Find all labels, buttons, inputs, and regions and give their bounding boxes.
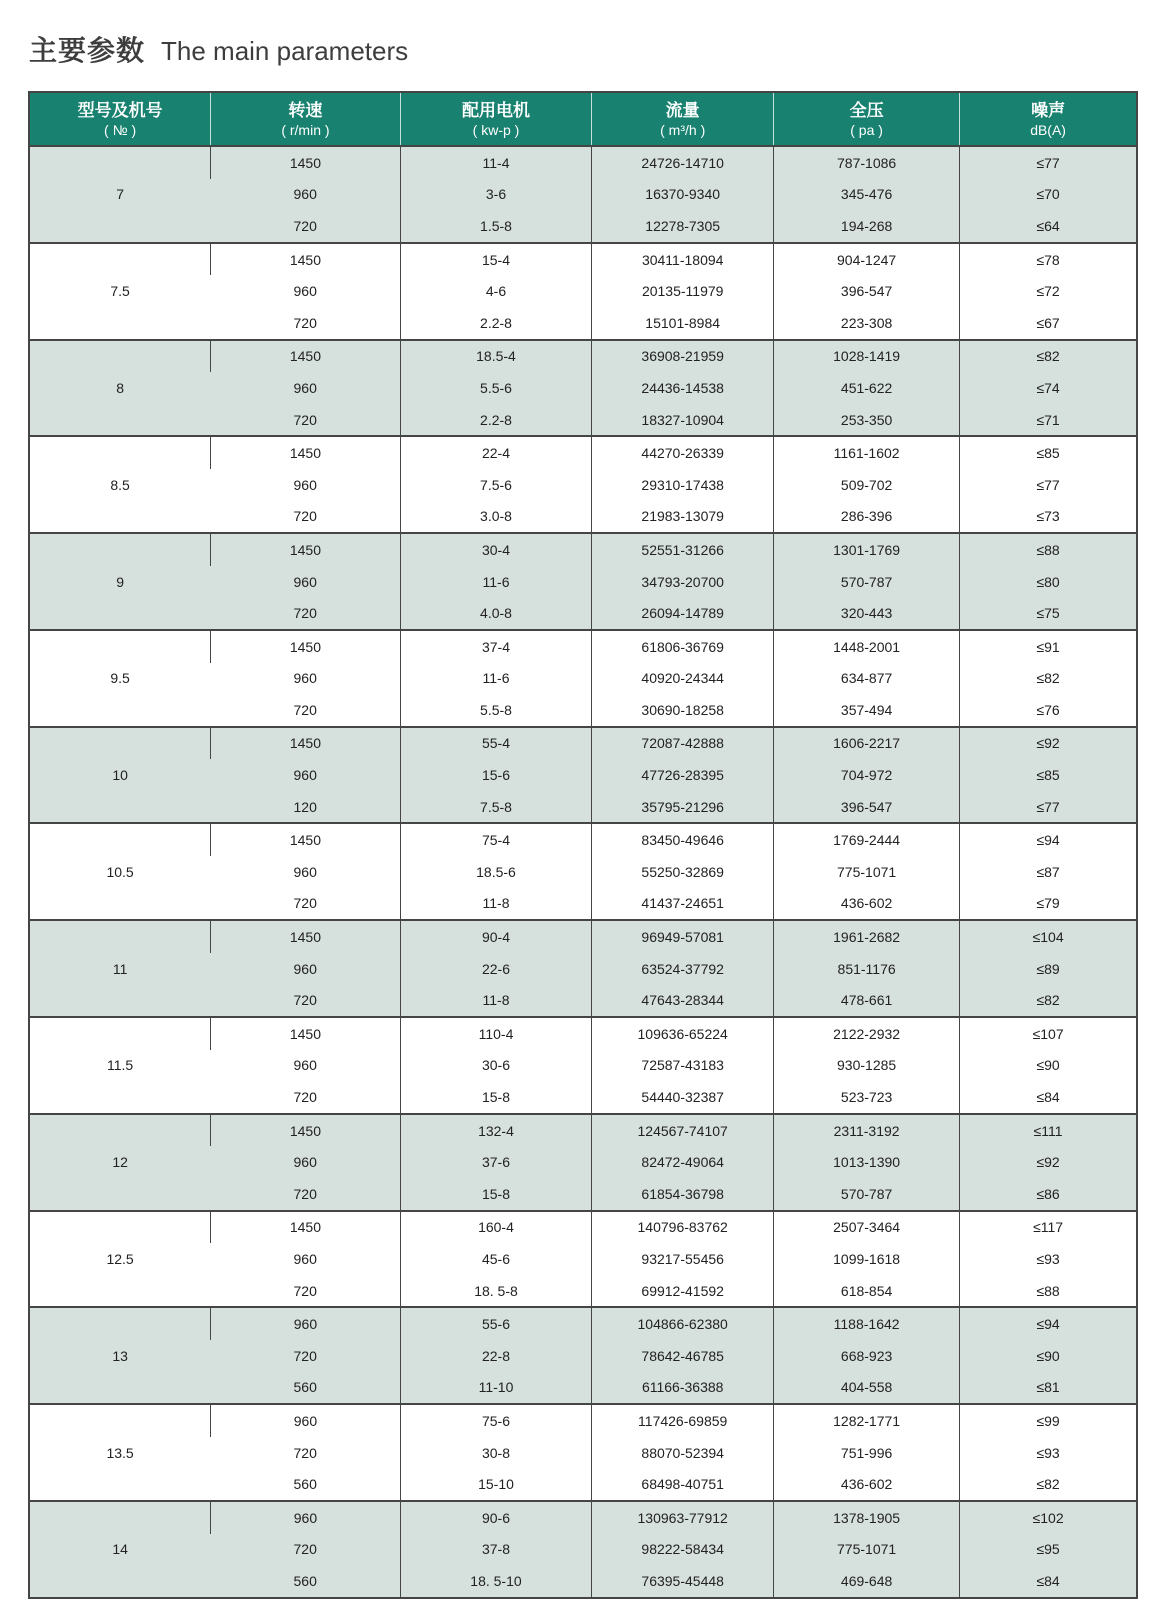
speed-cell: 720 (211, 1437, 400, 1469)
flow-cell: 12278-7305 (592, 210, 774, 243)
motor-cell: 18. 5-8 (400, 1275, 592, 1308)
noise-cell: ≤107 (960, 1017, 1137, 1050)
model-cell: 12.5 (29, 1211, 211, 1308)
speed-cell: 720 (211, 501, 400, 534)
motor-cell: 7.5-8 (400, 791, 592, 824)
pressure-cell: 1282-1771 (774, 1404, 960, 1437)
motor-cell: 4-6 (400, 275, 592, 307)
speed-cell: 960 (211, 469, 400, 501)
flow-cell: 109636-65224 (592, 1017, 774, 1050)
pressure-cell: 787-1086 (774, 146, 960, 179)
motor-cell: 15-10 (400, 1468, 592, 1501)
motor-cell: 75-6 (400, 1404, 592, 1437)
pressure-cell: 570-787 (774, 1178, 960, 1211)
motor-cell: 30-4 (400, 533, 592, 566)
table-body (29, 146, 1137, 1598)
noise-cell: ≤77 (960, 469, 1137, 501)
noise-cell: ≤90 (960, 1050, 1137, 1082)
pressure-cell: 396-547 (774, 791, 960, 824)
noise-cell: ≤85 (960, 436, 1137, 469)
motor-cell: 132-4 (400, 1114, 592, 1147)
noise-cell: ≤80 (960, 566, 1137, 598)
pressure-cell: 478-661 (774, 984, 960, 1017)
flow-cell: 78642-46785 (592, 1340, 774, 1372)
motor-cell: 11-8 (400, 888, 592, 921)
flow-cell: 140796-83762 (592, 1211, 774, 1244)
table-row (29, 146, 1137, 179)
table-header (29, 92, 1137, 146)
noise-cell: ≤82 (960, 340, 1137, 373)
flow-cell: 68498-40751 (592, 1468, 774, 1501)
noise-cell: ≤84 (960, 1565, 1137, 1598)
flow-cell: 15101-8984 (592, 307, 774, 340)
motor-cell: 15-4 (400, 243, 592, 276)
flow-cell: 72087-42888 (592, 727, 774, 760)
motor-cell: 45-6 (400, 1243, 592, 1275)
header-pressure-label: 全压 (849, 100, 884, 120)
pressure-cell: 618-854 (774, 1275, 960, 1308)
pressure-cell: 253-350 (774, 404, 960, 437)
speed-cell: 720 (211, 404, 400, 437)
flow-cell: 61166-36388 (592, 1372, 774, 1405)
flow-cell: 30411-18094 (592, 243, 774, 276)
pressure-cell: 286-396 (774, 501, 960, 534)
speed-cell: 1450 (211, 340, 400, 373)
motor-cell: 15-6 (400, 759, 592, 791)
motor-cell: 160-4 (400, 1211, 592, 1244)
flow-cell: 130963-77912 (592, 1501, 774, 1534)
speed-cell: 720 (211, 210, 400, 243)
motor-cell: 11-6 (400, 566, 592, 598)
pressure-cell: 436-602 (774, 1468, 960, 1501)
speed-cell: 960 (211, 1404, 400, 1437)
noise-cell: ≤64 (960, 210, 1137, 243)
model-cell: 13.5 (29, 1404, 211, 1501)
noise-cell: ≤95 (960, 1534, 1137, 1566)
pressure-cell: 704-972 (774, 759, 960, 791)
model-cell: 12 (29, 1114, 211, 1211)
pressure-cell: 2507-3464 (774, 1211, 960, 1244)
motor-cell: 110-4 (400, 1017, 592, 1050)
noise-cell: ≤78 (960, 243, 1137, 276)
model-cell: 11 (29, 920, 211, 1017)
flow-cell: 83450-49646 (592, 823, 774, 856)
pressure-cell: 357-494 (774, 694, 960, 727)
motor-cell: 5.5-6 (400, 372, 592, 404)
noise-cell: ≤92 (960, 1146, 1137, 1178)
noise-cell: ≤73 (960, 501, 1137, 534)
noise-cell: ≤99 (960, 1404, 1137, 1437)
pressure-cell: 469-648 (774, 1565, 960, 1598)
noise-cell: ≤111 (960, 1114, 1137, 1147)
motor-cell: 3.0-8 (400, 501, 592, 534)
motor-cell: 55-6 (400, 1307, 592, 1340)
header-motor (400, 92, 592, 146)
speed-cell: 1450 (211, 1211, 400, 1244)
noise-cell: ≤77 (960, 146, 1137, 179)
speed-cell: 960 (211, 1146, 400, 1178)
speed-cell: 1450 (211, 727, 400, 760)
speed-cell: 1450 (211, 630, 400, 663)
motor-cell: 4.0-8 (400, 597, 592, 630)
speed-cell: 720 (211, 307, 400, 340)
pressure-cell: 509-702 (774, 469, 960, 501)
motor-cell: 15-8 (400, 1178, 592, 1211)
motor-cell: 18. 5-10 (400, 1565, 592, 1598)
flow-cell: 36908-21959 (592, 340, 774, 373)
table-row (29, 630, 1137, 663)
noise-cell: ≤94 (960, 1307, 1137, 1340)
pressure-cell: 194-268 (774, 210, 960, 243)
flow-cell: 76395-45448 (592, 1565, 774, 1598)
speed-cell: 960 (211, 1307, 400, 1340)
model-cell: 7.5 (29, 243, 211, 340)
motor-cell: 11-4 (400, 146, 592, 179)
noise-cell: ≤75 (960, 597, 1137, 630)
speed-cell: 720 (211, 1534, 400, 1566)
noise-cell: ≤94 (960, 823, 1137, 856)
noise-cell: ≤70 (960, 179, 1137, 211)
noise-cell: ≤81 (960, 1372, 1137, 1405)
speed-cell: 1450 (211, 823, 400, 856)
motor-cell: 22-4 (400, 436, 592, 469)
pressure-cell: 345-476 (774, 179, 960, 211)
flow-cell: 124567-74107 (592, 1114, 774, 1147)
noise-cell: ≤90 (960, 1340, 1137, 1372)
header-pressure-unit: ( pa ) (850, 121, 883, 138)
pressure-cell: 1301-1769 (774, 533, 960, 566)
speed-cell: 960 (211, 1243, 400, 1275)
motor-cell: 11-8 (400, 984, 592, 1017)
model-cell: 11.5 (29, 1017, 211, 1114)
speed-cell: 1450 (211, 1017, 400, 1050)
flow-cell: 104866-62380 (592, 1307, 774, 1340)
page-title-zh: 主要参数 (29, 35, 146, 66)
flow-cell: 117426-69859 (592, 1404, 774, 1437)
model-cell: 7 (29, 146, 211, 243)
header-speed-unit: ( r/min ) (281, 121, 330, 138)
speed-cell: 720 (211, 984, 400, 1017)
pressure-cell: 775-1071 (774, 1534, 960, 1566)
motor-cell: 11-10 (400, 1372, 592, 1405)
speed-cell: 960 (211, 1501, 400, 1534)
header-noise-unit: dB(A) (1030, 121, 1066, 138)
model-cell: 10 (29, 727, 211, 824)
flow-cell: 47643-28344 (592, 984, 774, 1017)
pressure-cell: 396-547 (774, 275, 960, 307)
pressure-cell: 2311-3192 (774, 1114, 960, 1147)
motor-cell: 15-8 (400, 1081, 592, 1114)
noise-cell: ≤72 (960, 275, 1137, 307)
motor-cell: 2.2-8 (400, 404, 592, 437)
flow-cell: 52551-31266 (592, 533, 774, 566)
header-motor-unit: ( kw-p ) (472, 121, 520, 138)
motor-cell: 37-6 (400, 1146, 592, 1178)
table-row (29, 1404, 1137, 1437)
flow-cell: 21983-13079 (592, 501, 774, 534)
noise-cell: ≤92 (960, 727, 1137, 760)
motor-cell: 55-4 (400, 727, 592, 760)
motor-cell: 11-6 (400, 663, 592, 695)
noise-cell: ≤88 (960, 1275, 1137, 1308)
parameters-table (28, 91, 1138, 1599)
speed-cell: 960 (211, 179, 400, 211)
header-motor-label: 配用电机 (461, 100, 530, 120)
table-row (29, 1307, 1137, 1340)
speed-cell: 720 (211, 694, 400, 727)
table-row (29, 533, 1137, 566)
pressure-cell: 436-602 (774, 888, 960, 921)
header-row (29, 92, 1137, 146)
speed-cell: 960 (211, 566, 400, 598)
header-flow (592, 92, 774, 146)
flow-cell: 54440-32387 (592, 1081, 774, 1114)
model-cell: 10.5 (29, 823, 211, 920)
noise-cell: ≤86 (960, 1178, 1137, 1211)
flow-cell: 82472-49064 (592, 1146, 774, 1178)
flow-cell: 88070-52394 (592, 1437, 774, 1469)
table-row (29, 1211, 1137, 1244)
pressure-cell: 1028-1419 (774, 340, 960, 373)
pressure-cell: 1188-1642 (774, 1307, 960, 1340)
noise-cell: ≤84 (960, 1081, 1137, 1114)
flow-cell: 61854-36798 (592, 1178, 774, 1211)
pressure-cell: 570-787 (774, 566, 960, 598)
speed-cell: 560 (211, 1565, 400, 1598)
header-noise-label: 噪声 (1031, 100, 1066, 120)
motor-cell: 30-6 (400, 1050, 592, 1082)
speed-cell: 720 (211, 1275, 400, 1308)
speed-cell: 1450 (211, 146, 400, 179)
model-cell: 9 (29, 533, 211, 630)
header-speed-label: 转速 (288, 100, 323, 120)
table-row (29, 436, 1137, 469)
motor-cell: 22-8 (400, 1340, 592, 1372)
pressure-cell: 223-308 (774, 307, 960, 340)
header-model-unit: ( № ) (104, 121, 137, 138)
pressure-cell: 1769-2444 (774, 823, 960, 856)
motor-cell: 90-6 (400, 1501, 592, 1534)
table-row (29, 340, 1137, 373)
table-row (29, 243, 1137, 276)
noise-cell: ≤89 (960, 953, 1137, 985)
motor-cell: 1.5-8 (400, 210, 592, 243)
speed-cell: 960 (211, 275, 400, 307)
motor-cell: 22-6 (400, 953, 592, 985)
pressure-cell: 451-622 (774, 372, 960, 404)
flow-cell: 61806-36769 (592, 630, 774, 663)
motor-cell: 5.5-8 (400, 694, 592, 727)
motor-cell: 90-4 (400, 920, 592, 953)
flow-cell: 72587-43183 (592, 1050, 774, 1082)
noise-cell: ≤79 (960, 888, 1137, 921)
flow-cell: 24436-14538 (592, 372, 774, 404)
flow-cell: 55250-32869 (592, 856, 774, 888)
motor-cell: 18.5-4 (400, 340, 592, 373)
noise-cell: ≤74 (960, 372, 1137, 404)
noise-cell: ≤67 (960, 307, 1137, 340)
speed-cell: 720 (211, 1081, 400, 1114)
speed-cell: 720 (211, 888, 400, 921)
model-cell: 9.5 (29, 630, 211, 727)
header-speed (211, 92, 400, 146)
pressure-cell: 851-1176 (774, 953, 960, 985)
motor-cell: 37-4 (400, 630, 592, 663)
flow-cell: 16370-9340 (592, 179, 774, 211)
flow-cell: 35795-21296 (592, 791, 774, 824)
motor-cell: 30-8 (400, 1437, 592, 1469)
speed-cell: 1450 (211, 436, 400, 469)
table-row (29, 727, 1137, 760)
model-cell: 8.5 (29, 436, 211, 533)
header-model (29, 92, 211, 146)
noise-cell: ≤102 (960, 1501, 1137, 1534)
speed-cell: 120 (211, 791, 400, 824)
speed-cell: 960 (211, 759, 400, 791)
speed-cell: 1450 (211, 243, 400, 276)
header-flow-label: 流量 (665, 100, 700, 120)
pressure-cell: 1378-1905 (774, 1501, 960, 1534)
pressure-cell: 320-443 (774, 597, 960, 630)
page-title (29, 33, 1167, 74)
pressure-cell: 1448-2001 (774, 630, 960, 663)
pressure-cell: 634-877 (774, 663, 960, 695)
speed-cell: 960 (211, 663, 400, 695)
pressure-cell: 904-1247 (774, 243, 960, 276)
flow-cell: 69912-41592 (592, 1275, 774, 1308)
pressure-cell: 1606-2217 (774, 727, 960, 760)
pressure-cell: 523-723 (774, 1081, 960, 1114)
noise-cell: ≤117 (960, 1211, 1137, 1244)
speed-cell: 960 (211, 856, 400, 888)
flow-cell: 98222-58434 (592, 1534, 774, 1566)
header-pressure (774, 92, 960, 146)
pressure-cell: 1013-1390 (774, 1146, 960, 1178)
flow-cell: 40920-24344 (592, 663, 774, 695)
speed-cell: 960 (211, 1050, 400, 1082)
speed-cell: 560 (211, 1372, 400, 1405)
noise-cell: ≤82 (960, 663, 1137, 695)
motor-cell: 18.5-6 (400, 856, 592, 888)
header-model-label: 型号及机号 (77, 100, 163, 120)
flow-cell: 44270-26339 (592, 436, 774, 469)
motor-cell: 7.5-6 (400, 469, 592, 501)
pressure-cell: 1099-1618 (774, 1243, 960, 1275)
pressure-cell: 1961-2682 (774, 920, 960, 953)
flow-cell: 41437-24651 (592, 888, 774, 921)
noise-cell: ≤77 (960, 791, 1137, 824)
motor-cell: 3-6 (400, 179, 592, 211)
noise-cell: ≤93 (960, 1437, 1137, 1469)
noise-cell: ≤93 (960, 1243, 1137, 1275)
model-cell: 8 (29, 340, 211, 437)
table-row (29, 1114, 1137, 1147)
pressure-cell: 775-1071 (774, 856, 960, 888)
noise-cell: ≤85 (960, 759, 1137, 791)
speed-cell: 1450 (211, 1114, 400, 1147)
table-row (29, 1501, 1137, 1534)
speed-cell: 960 (211, 372, 400, 404)
flow-cell: 18327-10904 (592, 404, 774, 437)
flow-cell: 24726-14710 (592, 146, 774, 179)
model-cell: 13 (29, 1307, 211, 1404)
model-cell: 14 (29, 1501, 211, 1598)
flow-cell: 47726-28395 (592, 759, 774, 791)
table-row (29, 920, 1137, 953)
noise-cell: ≤87 (960, 856, 1137, 888)
pressure-cell: 2122-2932 (774, 1017, 960, 1050)
header-flow-unit: ( m³/h ) (660, 121, 706, 138)
speed-cell: 960 (211, 953, 400, 985)
flow-cell: 20135-11979 (592, 275, 774, 307)
pressure-cell: 751-996 (774, 1437, 960, 1469)
speed-cell: 560 (211, 1468, 400, 1501)
motor-cell: 75-4 (400, 823, 592, 856)
flow-cell: 93217-55456 (592, 1243, 774, 1275)
noise-cell: ≤82 (960, 1468, 1137, 1501)
pressure-cell: 1161-1602 (774, 436, 960, 469)
speed-cell: 1450 (211, 920, 400, 953)
flow-cell: 29310-17438 (592, 469, 774, 501)
noise-cell: ≤82 (960, 984, 1137, 1017)
flow-cell: 30690-18258 (592, 694, 774, 727)
noise-cell: ≤71 (960, 404, 1137, 437)
motor-cell: 37-8 (400, 1534, 592, 1566)
header-noise (960, 92, 1137, 146)
flow-cell: 96949-57081 (592, 920, 774, 953)
table-row (29, 1017, 1137, 1050)
noise-cell: ≤88 (960, 533, 1137, 566)
table-row (29, 823, 1137, 856)
page-title-en: The main parameters (161, 36, 409, 66)
speed-cell: 720 (211, 1178, 400, 1211)
pressure-cell: 404-558 (774, 1372, 960, 1405)
flow-cell: 34793-20700 (592, 566, 774, 598)
speed-cell: 1450 (211, 533, 400, 566)
pressure-cell: 930-1285 (774, 1050, 960, 1082)
noise-cell: ≤91 (960, 630, 1137, 663)
speed-cell: 720 (211, 1340, 400, 1372)
flow-cell: 26094-14789 (592, 597, 774, 630)
noise-cell: ≤104 (960, 920, 1137, 953)
motor-cell: 2.2-8 (400, 307, 592, 340)
noise-cell: ≤76 (960, 694, 1137, 727)
flow-cell: 63524-37792 (592, 953, 774, 985)
speed-cell: 720 (211, 597, 400, 630)
pressure-cell: 668-923 (774, 1340, 960, 1372)
